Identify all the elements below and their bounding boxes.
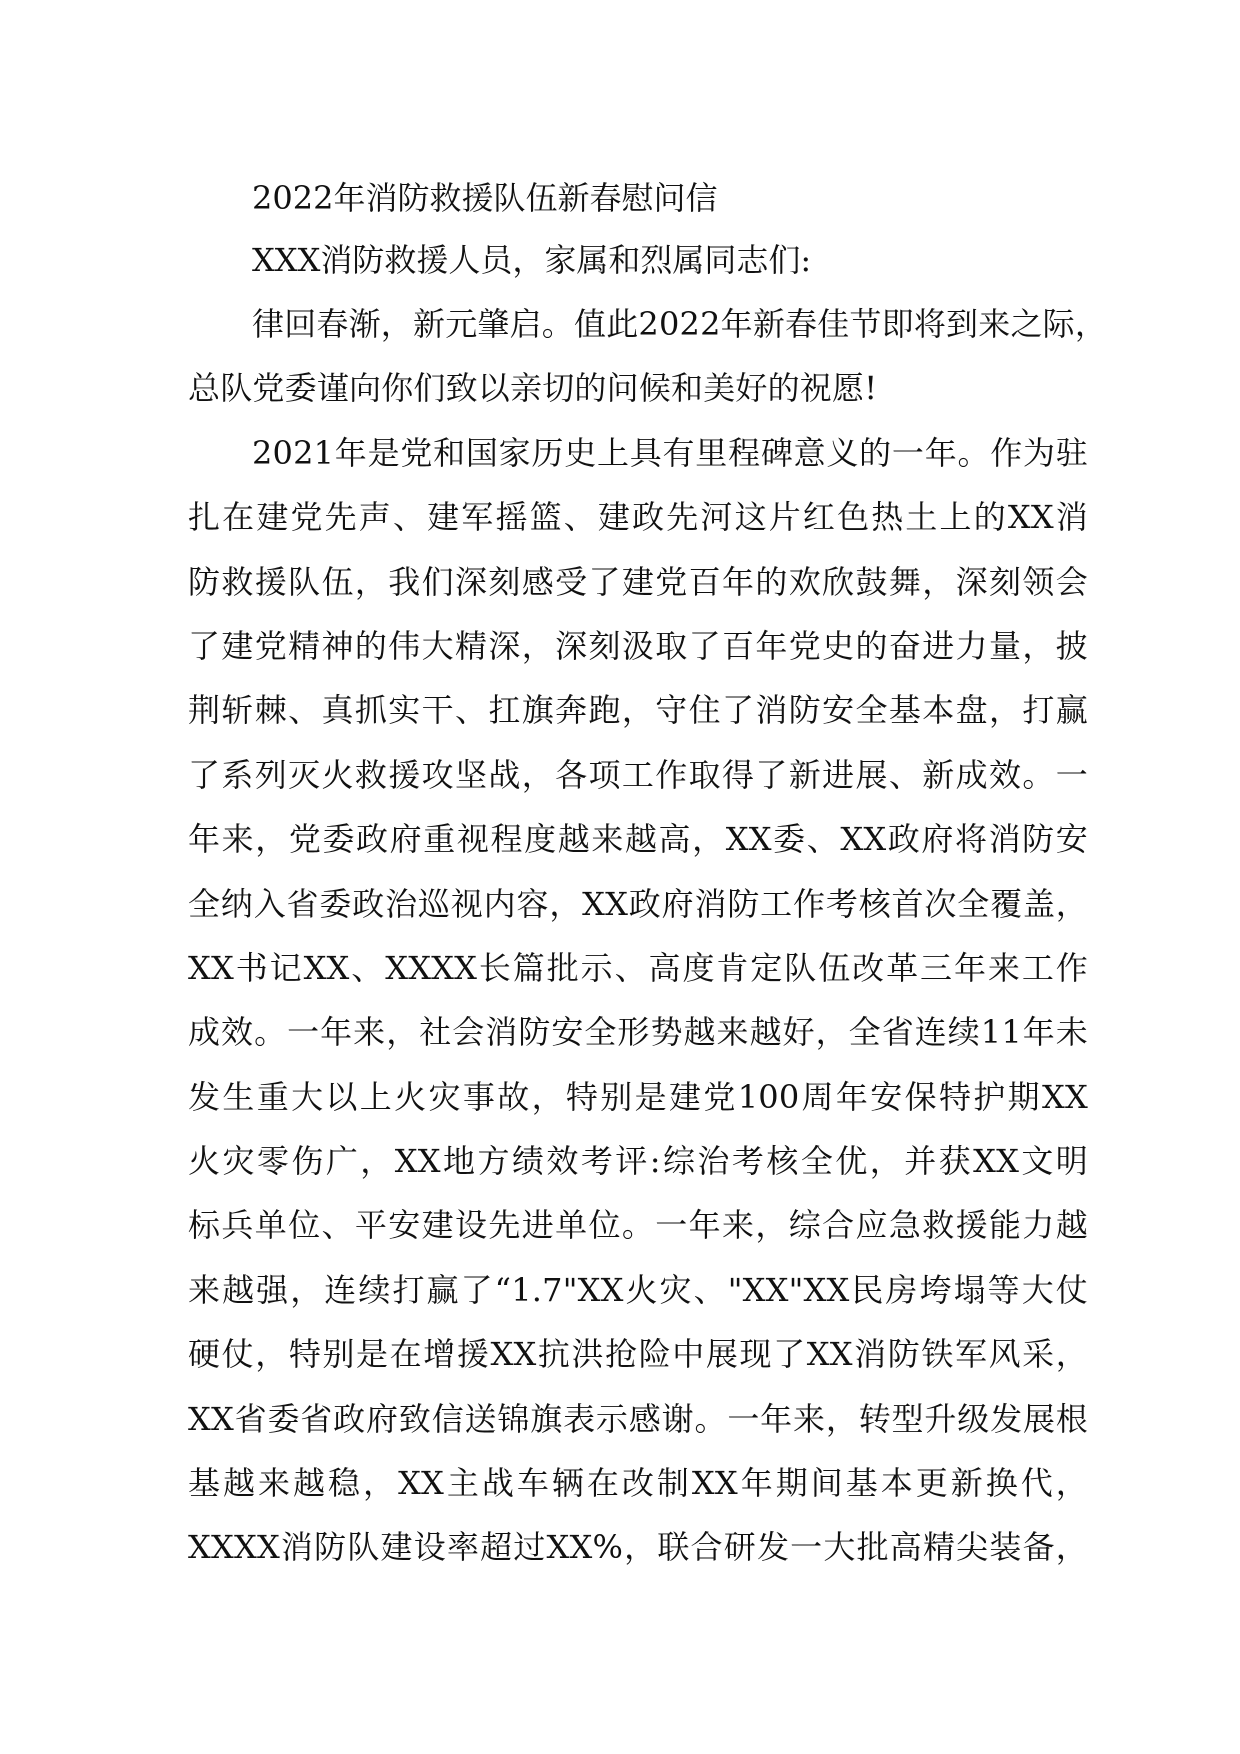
paragraph-line: 荆斩棘、真抓实干、扛旗奔跑，守住了消防安全基本盘，打赢 — [188, 691, 1088, 730]
paragraph-line: XX书记XX、XXXX长篇批示、高度肯定队伍改革三年来工作 — [188, 948, 1088, 987]
paragraph-line: 总队党委谨向你们致以亲切的问候和美好的祝愿! — [188, 369, 878, 408]
document-body — [188, 168, 1108, 1580]
paragraph-line: 发生重大以上火灾事故，特别是建党100周年安保特护期XX — [188, 1077, 1088, 1116]
paragraph-line: 成效。一年来，社会消防安全形势越来越好，全省连续11年未 — [188, 1013, 1088, 1052]
paragraph-line: 律回春渐，新元肇启。值此2022年新春佳节即将到来之际， — [252, 305, 1108, 343]
paragraph-line: 防救援队伍，我们深刻感受了建党百年的欢欣鼓舞，深刻领会 — [188, 562, 1088, 601]
paragraph-line: 了系列灭火救援攻坚战，各项工作取得了新进展、新成效。一 — [188, 755, 1088, 794]
paragraph-line: XX省委省政府致信送锦旗表示感谢。一年来，转型升级发展根 — [188, 1399, 1088, 1438]
paragraph-line: XXXX消防队建设率超过XX%，联合研发一大批高精尖装备， — [188, 1528, 1088, 1567]
paragraph-line: 标兵单位、平安建设先进单位。一年来，综合应急救援能力越 — [188, 1206, 1088, 1245]
paragraph-line: 扎在建党先声、建军摇篮、建政先河这片红色热土上的XX消 — [188, 498, 1088, 537]
paragraph-line: 了建党精神的伟大精深，深刻汲取了百年党史的奋进力量，披 — [188, 626, 1088, 665]
paragraph-greeting — [188, 292, 1108, 421]
paragraph-line: 年来，党委政府重视程度越来越高，XX委、XX政府将消防安 — [188, 820, 1088, 859]
paragraph-line: 硬仗，特别是在增援XX抗洪抢险中展现了XX消防铁军风采， — [188, 1335, 1088, 1374]
paragraph-line: 火灾零伤广，XX地方绩效考评:综治考核全优，并获XX文明 — [188, 1142, 1088, 1181]
paragraph-line: 全纳入省委政治巡视内容，XX政府消防工作考核首次全覆盖， — [188, 884, 1088, 923]
paragraph-line: 2021年是党和国家历史上具有里程碑意义的一年。作为驻 — [252, 433, 1088, 472]
paragraph-line: 来越强，连续打赢了“1.7"XX火灾、"XX"XX民房垮塌等大仗 — [188, 1270, 1088, 1309]
salutation: XXX消防救援人员，家属和烈属同志们: — [252, 241, 812, 279]
document-title: 2022年消防救援队伍新春慰问信 — [252, 179, 718, 217]
paragraph-review — [188, 421, 1088, 1580]
paragraph-line: 基越来越稳，XX主战车辆在改制XX年期间基本更新换代， — [188, 1464, 1088, 1503]
